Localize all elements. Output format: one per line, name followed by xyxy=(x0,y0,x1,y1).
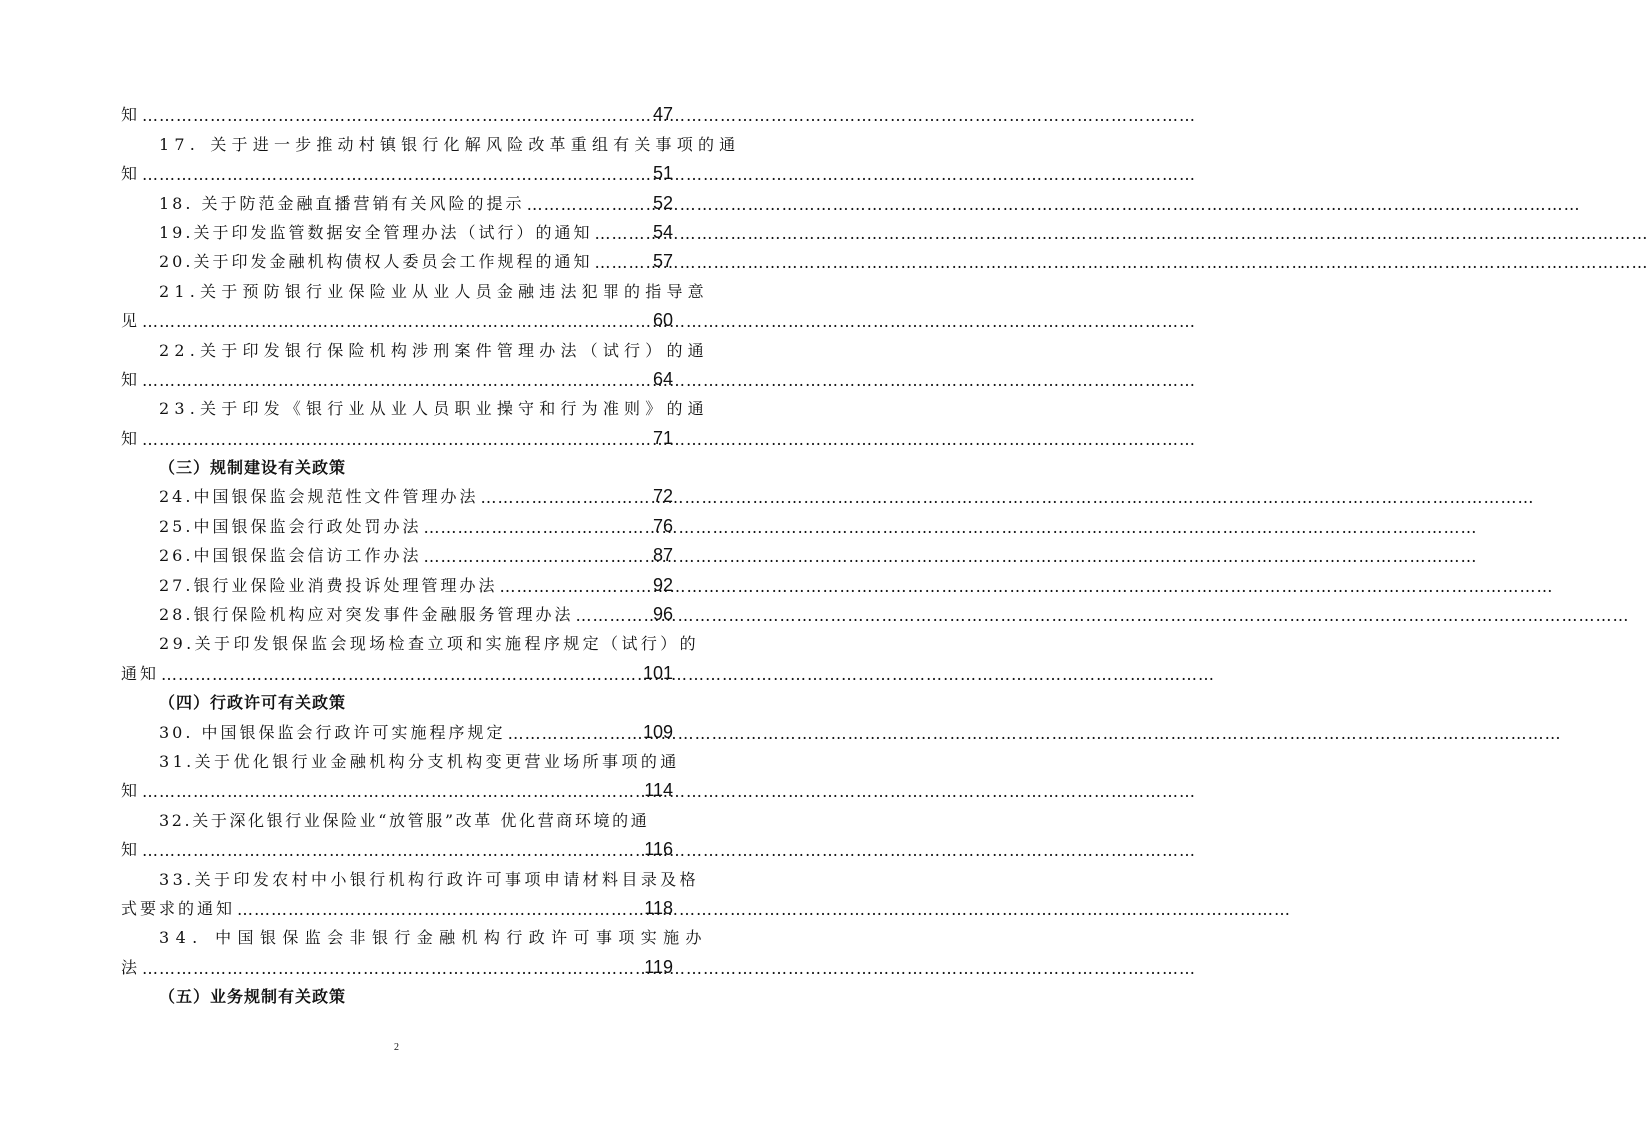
toc-entry-33[interactable]: 33.关于印发农村中小银行机构行政许可事项申请材料目录及格 xyxy=(159,869,700,889)
toc-entry-18[interactable]: 18. 关于防范金融直播营销有关风险的提示 …………………………………………………………………………………………………………………………………………………………………… 52 xyxy=(121,184,673,213)
toc-entry-17[interactable]: 17. 关于进一步推动村镇银行化解风险改革重组有关事项的通 xyxy=(159,134,741,154)
toc-entry-25[interactable]: 25.中国银保监会行政处罚办法 …………………………………………………………………………………………………………………………………………………………………… 76 xyxy=(121,507,673,536)
toc-entry-28[interactable]: 28.银行保险机构应对突发事件金融服务管理办法 …………………………………………………………………………………………………………………………………………………………………… 96 xyxy=(121,596,673,625)
toc-entry-20[interactable]: 20.关于印发金融机构债权人委员会工作规程的通知 …………………………………………………………………………………………………………………………………………………………………… 57 xyxy=(121,243,673,272)
toc-entry-22[interactable]: 22.关于印发银行保险机构涉刑案件管理办法（试行）的通 xyxy=(159,340,709,360)
section-heading-5: （五）业务规制有关政策 xyxy=(159,987,347,1007)
toc-entry-16-cont[interactable]: 知 …………………………………………………………………………………………………………………………………………………………………… 47 xyxy=(121,96,673,125)
toc-entry-27[interactable]: 27.银行业保险业消费投诉处理管理办法 …………………………………………………………………………………………………………………………………………………………………… 92 xyxy=(121,566,673,595)
section-heading-3: （三）规制建设有关政策 xyxy=(159,458,347,478)
toc-entry-33-cont[interactable]: 式要求的通知 …………………………………………………………………………………………………………………………………………………………………… 118 xyxy=(121,890,673,919)
toc-entry-22-cont[interactable]: 知 …………………………………………………………………………………………………………………………………………………………………… 64 xyxy=(121,361,673,390)
toc-entry-21-cont[interactable]: 见 …………………………………………………………………………………………………………………………………………………………………… 60 xyxy=(121,302,673,331)
toc-entry-32-cont[interactable]: 知 …………………………………………………………………………………………………………………………………………………………………… 116 xyxy=(121,831,673,860)
toc-entry-23[interactable]: 23.关于印发《银行业从业人员职业操守和行为准则》的通 xyxy=(159,399,709,419)
toc-entry-30[interactable]: 30. 中国银保监会行政许可实施程序规定 …………………………………………………………………………………………………………………………………………………………………… 109 xyxy=(121,713,673,742)
toc-entry-29-cont[interactable]: 通知 …………………………………………………………………………………………………………………………………………………………………… 101 xyxy=(121,654,673,683)
toc-entry-19[interactable]: 19.关于印发监管数据安全管理办法（试行）的通知 …………………………………………………………………………………………………………………………………………………………………… 54 xyxy=(121,214,673,243)
toc-entry-31[interactable]: 31.关于优化银行业金融机构分支机构变更营业场所事项的通 xyxy=(159,751,680,771)
toc-entry-21[interactable]: 21.关于预防银行业保险业从业人员金融违法犯罪的指导意 xyxy=(159,281,709,301)
toc-entry-34-cont[interactable]: 法 …………………………………………………………………………………………………………………………………………………………………… 119 xyxy=(121,948,673,977)
page-number: 2 xyxy=(394,1042,399,1053)
toc-entry-26[interactable]: 26.中国银保监会信访工作办法 …………………………………………………………………………………………………………………………………………………………………… 87 xyxy=(121,537,673,566)
toc-entry-34[interactable]: 34. 中国银保监会非银行金融机构行政许可事项实施办 xyxy=(159,928,708,948)
toc-entry-24[interactable]: 24.中国银保监会规范性文件管理办法 …………………………………………………………………………………………………………………………………………………………………… 72 xyxy=(121,478,673,507)
toc-entry-29[interactable]: 29.关于印发银保监会现场检查立项和实施程序规定（试行）的 xyxy=(159,634,700,654)
section-heading-4: （四）行政许可有关政策 xyxy=(159,693,347,713)
toc-entry-23-cont[interactable]: 知 …………………………………………………………………………………………………………………………………………………………………… 71 xyxy=(121,419,673,448)
toc-entry-17-cont[interactable]: 知 …………………………………………………………………………………………………………………………………………………………………… 51 xyxy=(121,155,673,184)
toc-entry-31-cont[interactable]: 知 …………………………………………………………………………………………………………………………………………………………………… 114 xyxy=(121,772,673,801)
table-of-contents xyxy=(121,96,741,1007)
page-ref: 47 xyxy=(652,104,673,125)
toc-entry-32[interactable]: 32.关于深化银行业保险业“放管服”改革 优化营商环境的通 xyxy=(159,810,650,830)
